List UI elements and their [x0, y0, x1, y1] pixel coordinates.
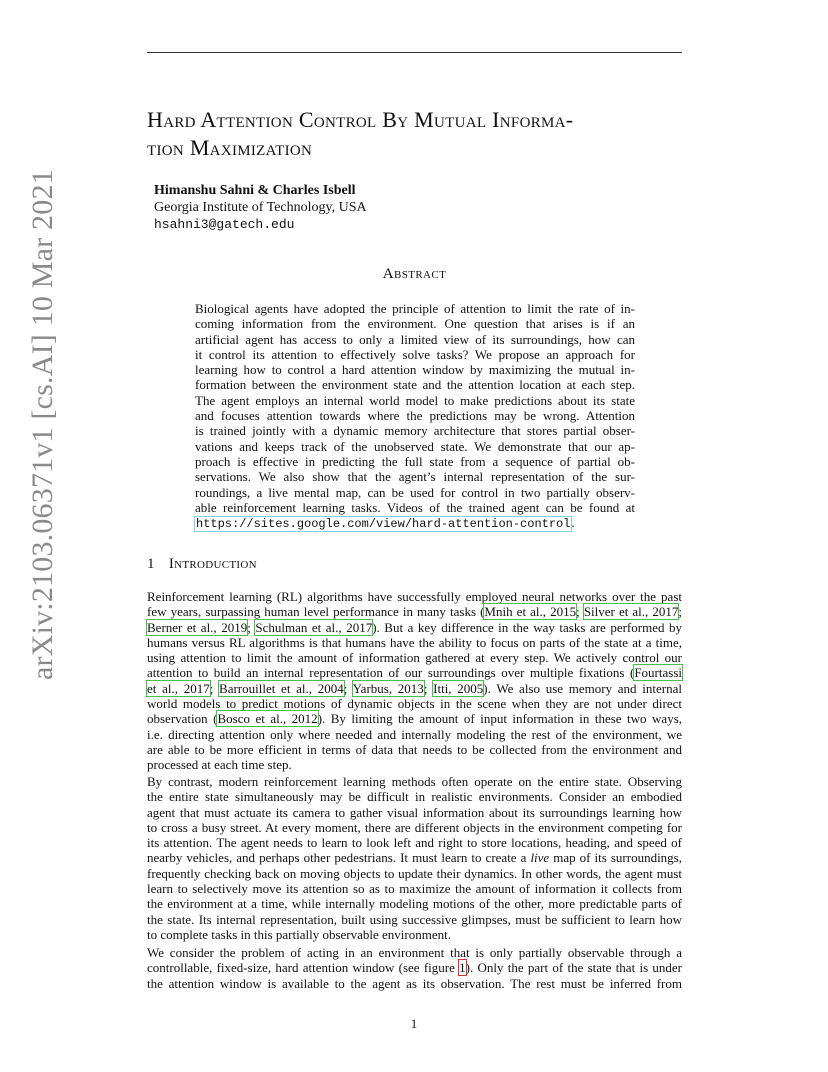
abstract-line: artificial agent has access to only a limited view of its surroundings, how can [195, 331, 635, 347]
abstract-line: roundings, a live mental map, can be used for control in two partially observ- [195, 484, 635, 500]
abstract-line: Biological agents have adopted the principle of attention to limit the rate of in- [195, 301, 635, 316]
paragraph-line: are able to be more efficient in terms of data that needs to be collected from the environment and [147, 741, 682, 757]
text-run: ). Only the part of the state that is under [465, 960, 682, 976]
text-run: ). We also use memory and internal [483, 680, 682, 696]
text-run: controllable, fixed-size, hard attention window (see figure [147, 960, 460, 976]
paragraph-line: the environment at a time, while internally modeling motions of the other, more predictable parts of [147, 896, 682, 912]
abstract-line: servations. We also show that the agent’s internal representation of the sur- [195, 469, 635, 485]
abstract-line: able reinforcement learning tasks. Videos of the trained agent can be found at [195, 499, 635, 515]
section-heading-introduction [147, 556, 257, 573]
paragraph-line [147, 711, 682, 726]
paragraph-line: the entire state simultaneously may be difficult in realistic environments. Consider an embodied [147, 789, 682, 805]
abstract-line: formation between the environment state and the attention location at each step. [195, 377, 635, 393]
abstract-url-line [195, 515, 635, 530]
paragraph-line: humans versus RL algorithms is that humans have the ability to focus on parts of the state at a time, [147, 634, 682, 650]
intro-paragraph-1 [147, 589, 682, 773]
paragraph-line: the state. Its internal representation, built using successive glimpses, must be sufficient to learn how [147, 911, 682, 927]
paragraph-line: i.e. directing attention only where needed and internally modeling the rest of the environment, we [147, 726, 682, 742]
paragraph-line: world models to predict motions of dynamic objects in the scene when they are not under direct [147, 696, 682, 712]
text-run: ). By limiting the amount of input information in these two ways, [317, 711, 683, 727]
arxiv-stamp: arXiv:2103.06371v1 [cs.AI] 10 Mar 2021 [26, 169, 59, 680]
figure-1-link[interactable]: 1 [459, 960, 466, 976]
citation-schulman[interactable]: Schulman et al., 2017 [255, 619, 373, 635]
citation-yarbus[interactable]: Yarbus, 2013 [352, 680, 424, 696]
paragraph-line: learn to selectively move its attention so as to maximize the amount of information it collects from [147, 881, 682, 897]
citation-barrouillet[interactable]: Barrouillet et al., 2004 [219, 680, 344, 696]
paragraph-line: few years, surpassing human level performance in many tasks (Mnih et al., 2015; Silver et al., 2017; [147, 604, 682, 620]
paper-title [147, 106, 692, 162]
intro-paragraph-3 [147, 945, 682, 991]
abstract-body [195, 301, 635, 530]
author-block [154, 182, 367, 233]
paragraph-line: the attention window is available to the agent as its observation. The rest must be inferred from [147, 975, 682, 991]
text-run: observation ( [147, 711, 218, 727]
citation-itti[interactable]: Itti, 2005 [433, 680, 484, 696]
author-email: hsahni3@gatech.edu [154, 217, 295, 232]
paragraph-line [147, 665, 682, 680]
intro-paragraph-2 [147, 774, 682, 942]
top-rule [147, 52, 682, 53]
text-run: attention to build an internal representation of our surroundings over multiple fixations ( [147, 665, 635, 681]
citation-fourtassi[interactable]: Fourtassi [634, 665, 682, 681]
paragraph-line: Berner et al., 2019; Schulman et al., 2017). But a key difference in the way tasks are performed by [147, 619, 682, 635]
paragraph-line: to complete tasks in this partially observable environment. [147, 926, 451, 942]
citation-fourtassi-cont[interactable]: et al., 2017 [147, 680, 210, 696]
paragraph-line [147, 850, 682, 865]
abstract-line: and focuses attention towards where the predictions may be wrong. Attention [195, 408, 635, 424]
abstract-line: coming information from the environment. One question that arises is if an [195, 316, 635, 332]
paragraph-line: using attention to limit the amount of information gathered at every step. We actively control our [147, 650, 682, 666]
text-run: nearby vehicles, and perhaps other pedestrians. It must learn to create a [147, 850, 531, 866]
abstract-line: proach is effective in predicting the full state from a sequence of partial ob- [195, 453, 635, 469]
author-names: Himanshu Sahni & Charles Isbell [154, 183, 356, 198]
section-number: 1 [147, 556, 155, 572]
citation-mnih[interactable]: Mnih et al., 2015 [484, 604, 577, 620]
title-line-1: Hard Attention Control By Mutual Informa- [147, 107, 574, 132]
citation-bosco[interactable]: Bosco et al., 2012 [217, 711, 318, 727]
text-run: ). But a key difference in the way tasks are performed by [372, 619, 682, 635]
abstract-line: learning how to control a hard attention window by maximizing the mutual in- [195, 362, 635, 378]
abstract-heading: Abstract [382, 266, 447, 282]
abstract-line: it control its attention to effectively solve tasks? We propose an approach for [195, 346, 635, 362]
paragraph-line: et al., 2017; Barrouillet et al., 2004; Yarbus, 2013; Itti, 2005). We also use memory and internal [147, 680, 682, 696]
paragraph-line: agent that must actuate its camera to gather visual information about its surroundings learning how [147, 804, 682, 820]
title-line-2: tion Maximization [147, 135, 313, 160]
abstract-line: vations and keeps track of the unobserved state. We demonstrate that our ap- [195, 438, 635, 454]
paragraph-line: We consider the problem of acting in an environment that is only partially observable through a [147, 945, 682, 960]
paragraph-line: By contrast, modern reinforcement learning methods often operate on the entire state. Observing [147, 774, 682, 789]
abstract-url-suffix: . [571, 515, 575, 531]
abstract-line: The agent employs an internal world model to make predictions about its state [195, 392, 635, 408]
paragraph-line [147, 960, 682, 975]
paragraph-line: its attention. The agent needs to learn to look left and right to store locations, heading, and speed of [147, 835, 682, 851]
emphasis-live: live [530, 850, 550, 866]
paragraph-line: to cross a busy street. At every moment, there are different objects in the environment competing for [147, 819, 682, 835]
text-run: map of its surroundings, [549, 850, 682, 866]
author-affiliation: Georgia Institute of Technology, USA [154, 200, 367, 215]
text-run: few years, surpassing human level performance in many tasks ( [147, 604, 485, 620]
page-number: 1 [410, 1016, 418, 1031]
paragraph-line: Reinforcement learning (RL) algorithms have successfully employed neural networks over the past [147, 589, 682, 604]
section-title: Introduction [168, 556, 257, 572]
citation-silver[interactable]: Silver et al., 2017 [583, 604, 679, 620]
paragraph-line: processed at each time step. [147, 757, 292, 773]
abstract-line: is trained jointly with a dynamic memory architecture that stores partial obser- [195, 423, 635, 439]
paragraph-line: frequently checking back on moving objects to update their dynamics. In other words, the agent must [147, 865, 682, 881]
citation-berner[interactable]: Berner et al., 2019 [147, 619, 248, 635]
project-url-link[interactable]: https://sites.google.com/view/hard-attention-control [196, 517, 571, 532]
